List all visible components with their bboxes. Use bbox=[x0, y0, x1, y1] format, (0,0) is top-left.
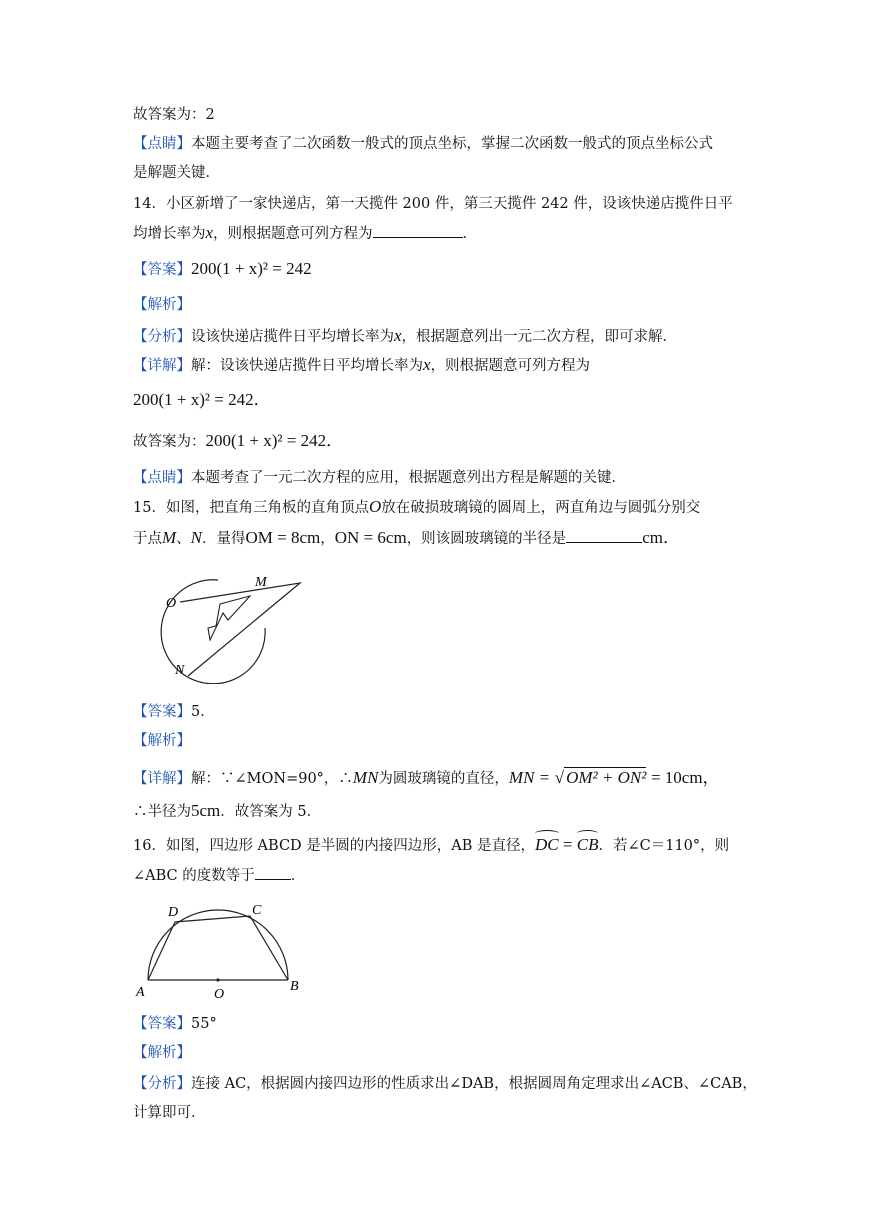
question-14-line2 bbox=[133, 222, 477, 245]
equation: 200(1 + x)² = 242． bbox=[133, 390, 271, 409]
text: ．若∠C＝110°，则 bbox=[598, 838, 730, 854]
var-x: x bbox=[205, 223, 214, 242]
answer-line bbox=[133, 701, 215, 723]
label-D: D bbox=[168, 905, 179, 920]
label-C: C bbox=[252, 903, 262, 918]
jiexi-tag: 【解析】 bbox=[133, 1045, 191, 1061]
dianjing-tag: 【点睛】 bbox=[133, 136, 191, 152]
text: ，根据题意列出一元二次方程，即可求解． bbox=[401, 329, 678, 345]
label-M: M bbox=[255, 575, 267, 590]
text: 本题考查了一元二次方程的应用，根据题意列出方程是解题的关键． bbox=[191, 470, 626, 486]
radius-value: 5cm bbox=[191, 801, 221, 820]
label-B: B bbox=[290, 979, 299, 994]
text: 解：设该快递店揽件日平均增长率为 bbox=[191, 358, 423, 374]
equation-line bbox=[133, 389, 271, 412]
jiexi-tag: 【解析】 bbox=[133, 297, 191, 313]
question-15-line2 bbox=[133, 527, 680, 550]
text: ，则根据题意可列方程为 bbox=[213, 226, 373, 242]
text: ．故答案为 5． bbox=[220, 804, 322, 820]
xiangjie-line bbox=[133, 767, 720, 790]
var-x: x bbox=[394, 326, 402, 345]
formula-radicand: OM² + ON² bbox=[566, 768, 647, 787]
text: 本题主要考查了二次函数一般式的顶点坐标，掌握二次函数一般式的顶点坐标公式 bbox=[191, 136, 713, 152]
label-O: O bbox=[214, 987, 225, 1002]
sqrt-sign: √ bbox=[554, 768, 565, 787]
label-A: A bbox=[136, 985, 145, 1000]
text-line: 计算即可． bbox=[133, 1105, 206, 1121]
equation: 200(1 + x)² = 242． bbox=[205, 431, 344, 450]
label-O: O bbox=[166, 596, 177, 611]
figure-broken-mirror bbox=[160, 568, 310, 684]
xiangjie-tag: 【详解】 bbox=[133, 358, 191, 374]
segment-mn: MN bbox=[352, 768, 379, 787]
xiangjie-tag: 【详解】 bbox=[133, 771, 191, 787]
answer-value: 55° bbox=[191, 1016, 217, 1032]
text: 故答案为： bbox=[133, 434, 206, 450]
text: ，则该圆玻璃镜的半径是 bbox=[406, 531, 567, 547]
text: ． bbox=[462, 226, 478, 242]
text: 均增长率为 bbox=[133, 226, 206, 242]
formula-lhs: MN = bbox=[508, 768, 551, 787]
answer-tag: 【答案】 bbox=[133, 1016, 191, 1032]
answer-value: 5． bbox=[191, 704, 215, 720]
ruler-cutout bbox=[208, 596, 250, 640]
question-15-line1 bbox=[133, 496, 700, 519]
answer-equation: 200(1 + x)² = 242 bbox=[191, 259, 312, 278]
dianjing-tag: 【点睛】 bbox=[133, 470, 191, 486]
var-x: x bbox=[423, 355, 431, 374]
text: ， bbox=[320, 531, 335, 547]
dianjing-line bbox=[133, 467, 626, 489]
fenxi-line bbox=[133, 325, 677, 348]
text: 设该快递店揽件日平均增长率为 bbox=[191, 329, 394, 345]
figure-semicircle-quadrilateral bbox=[130, 898, 310, 1002]
jiexi-line bbox=[133, 730, 191, 752]
text-line bbox=[133, 800, 321, 823]
final-answer-line bbox=[133, 430, 343, 453]
arc-cb: CB bbox=[576, 835, 599, 854]
text: ．量得 bbox=[202, 531, 246, 547]
answer-line bbox=[133, 258, 312, 281]
answer-blank bbox=[373, 223, 463, 238]
quadrilateral-abcd bbox=[148, 916, 288, 980]
text: ，则根据题意可列方程为 bbox=[430, 358, 591, 374]
equals: = bbox=[558, 835, 577, 854]
text: 放在破损玻璃镜的圆周上，两直角边与圆弧分别交 bbox=[381, 500, 701, 516]
formula-rhs: = 10cm， bbox=[650, 768, 720, 787]
center-point bbox=[216, 978, 219, 981]
answer-line bbox=[133, 1013, 217, 1035]
unit: cm． bbox=[642, 528, 680, 547]
text: ． bbox=[290, 868, 306, 884]
question-16-line2 bbox=[133, 865, 305, 887]
arc-dc: DC bbox=[535, 835, 559, 854]
point-O: O bbox=[368, 497, 382, 516]
answer-tag: 【答案】 bbox=[133, 704, 191, 720]
text-line: 是解题关键． bbox=[133, 165, 220, 181]
text: 于点 bbox=[133, 531, 162, 547]
text: 连接 AC，根据圆内接四边形的性质求出∠DAB，根据圆周角定理求出∠ACB、∠CAB， bbox=[191, 1076, 757, 1092]
text: 、 bbox=[176, 531, 191, 547]
text: 为圆玻璃镜的直径， bbox=[378, 771, 509, 787]
text: 16．如图，四边形 ABCD 是半圆的内接四边形，AB 是直径， bbox=[133, 838, 536, 854]
jiexi-line bbox=[133, 294, 191, 316]
answer-tag: 【答案】 bbox=[133, 262, 191, 278]
point-M: M bbox=[162, 528, 177, 547]
fenxi-tag: 【分析】 bbox=[133, 329, 191, 345]
question-14-line1: 14．小区新增了一家快递店，第一天揽件 200 件，第三天揽件 242 件，设该快递店揽件日平 bbox=[133, 196, 733, 212]
text: 15．如图，把直角三角板的直角顶点 bbox=[133, 500, 369, 516]
om-measure: OM = 8cm bbox=[245, 528, 321, 547]
fenxi-line bbox=[133, 1073, 757, 1095]
point-N: N bbox=[190, 528, 203, 547]
question-16-line1 bbox=[133, 834, 729, 857]
text-line: 故答案为：2 bbox=[133, 107, 215, 123]
on-measure: ON = 6cm bbox=[334, 528, 407, 547]
text-line bbox=[133, 133, 713, 155]
label-N: N bbox=[175, 663, 185, 678]
answer-blank bbox=[255, 865, 291, 880]
text: 解：∵∠MON=90°，∴ bbox=[191, 771, 353, 787]
text: ∠ABC 的度数等于 bbox=[133, 868, 255, 884]
jiexi-tag: 【解析】 bbox=[133, 733, 191, 749]
xiangjie-line bbox=[133, 354, 590, 377]
answer-blank bbox=[566, 528, 642, 543]
triangle-ruler bbox=[180, 583, 300, 676]
fenxi-tag: 【分析】 bbox=[133, 1076, 191, 1092]
text: ∴半径为 bbox=[133, 804, 191, 820]
jiexi-line bbox=[133, 1042, 191, 1064]
